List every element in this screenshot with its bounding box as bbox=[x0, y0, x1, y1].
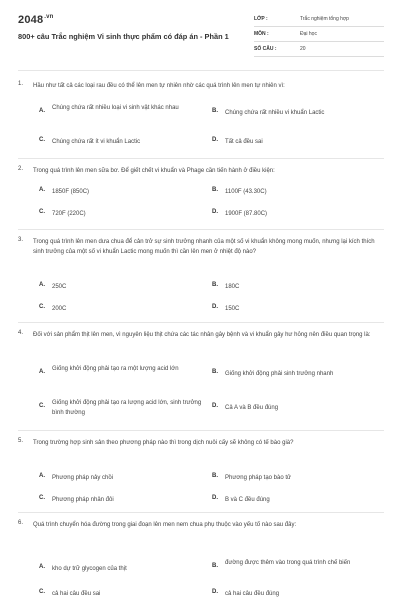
logo-suffix: .vn bbox=[44, 14, 54, 21]
meta-value: Trắc nghiệm tổng hợp bbox=[300, 16, 349, 22]
option-letter: B. bbox=[212, 369, 218, 375]
option-text: Giống khởi động phải sinh trưởng nhanh bbox=[225, 371, 334, 377]
option-letter: C. bbox=[39, 137, 45, 143]
option-letter: C. bbox=[39, 403, 45, 409]
option-letter: B. bbox=[212, 563, 218, 569]
option-text: cả hai câu đều đúng bbox=[225, 591, 280, 597]
option-d[interactable] bbox=[212, 403, 384, 415]
question-divider bbox=[18, 512, 384, 513]
option-letter: D. bbox=[212, 137, 218, 143]
option-a[interactable] bbox=[39, 364, 209, 386]
option-text: 1850F (850C) bbox=[52, 189, 90, 195]
question-text: Quá trình chuyển hóa đường trong giai đoạn lên men nem chua phụ thuộc vào yếu tố nào sau đây: bbox=[33, 522, 297, 528]
option-text: cả hai câu đều sai bbox=[52, 591, 101, 597]
option-text: kho dự trữ glycogen của thịt bbox=[52, 566, 127, 572]
option-d[interactable] bbox=[212, 589, 384, 600]
option-d[interactable] bbox=[212, 495, 384, 507]
option-text: 250C bbox=[52, 284, 67, 290]
option-text: Tất cả đều sai bbox=[225, 139, 263, 145]
logo-text: 2048 bbox=[18, 14, 44, 26]
option-a[interactable] bbox=[39, 282, 209, 294]
question-4 bbox=[18, 330, 384, 430]
option-letter: A. bbox=[39, 564, 45, 570]
question-number: 1. bbox=[18, 81, 24, 87]
question-3 bbox=[18, 237, 384, 319]
question-2 bbox=[18, 166, 384, 226]
option-letter: B. bbox=[212, 473, 218, 479]
question-5 bbox=[18, 438, 384, 510]
question-number: 5. bbox=[18, 438, 24, 444]
meta-row-subject bbox=[254, 27, 384, 42]
document-header bbox=[18, 12, 384, 64]
option-text: B và C đều đúng bbox=[225, 497, 270, 503]
site-logo[interactable] bbox=[18, 14, 54, 26]
option-c[interactable] bbox=[39, 304, 209, 316]
option-a[interactable] bbox=[39, 103, 209, 123]
meta-value: 20 bbox=[300, 46, 306, 52]
option-letter: A. bbox=[39, 282, 45, 288]
option-text: Phương pháp tạo bào tử bbox=[225, 475, 292, 481]
question-number: 4. bbox=[18, 330, 24, 336]
option-letter: B. bbox=[212, 108, 218, 114]
option-a[interactable] bbox=[39, 564, 209, 576]
option-c[interactable] bbox=[39, 398, 211, 420]
option-d[interactable] bbox=[212, 209, 384, 221]
meta-label: MÔN : bbox=[254, 31, 269, 37]
question-number: 6. bbox=[18, 520, 24, 526]
option-text: 180C bbox=[225, 284, 240, 290]
option-c[interactable] bbox=[39, 589, 209, 600]
option-b[interactable] bbox=[212, 282, 384, 294]
option-text: 1100F (43.30C) bbox=[225, 189, 267, 195]
option-text: 720F (220C) bbox=[52, 211, 86, 217]
option-text: 200C bbox=[52, 306, 67, 312]
question-divider bbox=[18, 229, 384, 230]
option-text: 1900F (87.80C) bbox=[225, 211, 268, 217]
option-a[interactable] bbox=[39, 187, 209, 199]
option-text: Chúng chứa rất nhiều loại vi sinh vật khác nhau bbox=[52, 105, 179, 111]
option-letter: D. bbox=[212, 495, 218, 501]
question-6 bbox=[18, 520, 384, 600]
option-text: Giống khởi động phải tạo ra một lượng acid lớn bbox=[52, 366, 179, 372]
meta-row-class bbox=[254, 12, 384, 27]
option-a[interactable] bbox=[39, 473, 209, 485]
meta-value: Đại học bbox=[300, 31, 317, 37]
option-letter: A. bbox=[39, 108, 45, 114]
meta-label: SỐ CÂU : bbox=[254, 46, 277, 52]
option-text: 150C bbox=[225, 306, 240, 312]
option-letter: B. bbox=[212, 187, 218, 193]
option-text: đường được thêm vào trong quá trình chế biến bbox=[225, 560, 351, 566]
option-text: Chúng chứa rất ít vi khuẩn Lactic bbox=[52, 139, 141, 145]
option-text: Phương pháp nảy chồi bbox=[52, 475, 113, 481]
option-c[interactable] bbox=[39, 137, 209, 149]
question-text: Đối với sản phẩm thịt lên men, vì nguyên liệu thịt chứa các tác nhân gây bệnh và vi khuẩn gây hư hỏng nên điều quan trọng là: bbox=[33, 332, 371, 338]
option-letter: D. bbox=[212, 209, 218, 215]
option-letter: B. bbox=[212, 282, 218, 288]
question-1 bbox=[18, 81, 384, 161]
option-b[interactable] bbox=[212, 473, 384, 485]
option-c[interactable] bbox=[39, 495, 209, 507]
option-text: Phương pháp nhân đôi bbox=[52, 497, 114, 503]
document-title: 800+ câu Trắc nghiệm Vi sinh thực phẩm có đáp án - Phần 1 bbox=[18, 32, 229, 41]
option-letter: D. bbox=[212, 403, 218, 409]
option-b[interactable] bbox=[212, 558, 384, 580]
meta-row-count bbox=[254, 42, 384, 57]
question-text: Trong quá trình lên men sữa bơ. Để giết chết vi khuẩn và Phage cần tiến hành ở điều kiện: bbox=[33, 168, 275, 174]
option-letter: D. bbox=[212, 304, 218, 310]
question-divider bbox=[18, 322, 384, 323]
option-letter: A. bbox=[39, 473, 45, 479]
option-text: Cả A và B đều đúng bbox=[225, 405, 279, 411]
question-number: 3. bbox=[18, 237, 24, 243]
option-text: Chúng chứa rất nhiều vi khuẩn Lactic bbox=[225, 110, 325, 116]
header-divider bbox=[18, 70, 384, 71]
question-text: Trong trường hợp sinh sản theo phương pháp nào thì trong dịch nuôi cấy sẽ không có tế bào già? bbox=[33, 440, 294, 446]
question-text: Trong quá trình lên men dưa chua để cản trở sự sinh trưởng nhanh của một số vi khuẩn không mong muốn, nhưng lại kích thích sinh trưởng của một số vi khuẩn Lactic mong muốn thì cần lên men ở nhiệt độ nào? bbox=[33, 239, 375, 255]
option-letter: C. bbox=[39, 495, 45, 501]
option-b[interactable] bbox=[212, 187, 384, 199]
question-divider bbox=[18, 430, 384, 431]
option-b[interactable] bbox=[212, 108, 384, 120]
meta-label: LỚP : bbox=[254, 16, 268, 22]
option-c[interactable] bbox=[39, 209, 209, 221]
option-letter: C. bbox=[39, 589, 45, 595]
question-divider bbox=[18, 158, 384, 159]
option-b[interactable] bbox=[212, 369, 384, 381]
meta-table bbox=[254, 12, 384, 57]
option-letter: C. bbox=[39, 304, 45, 310]
option-d[interactable] bbox=[212, 304, 384, 316]
option-letter: A. bbox=[39, 369, 45, 375]
option-letter: A. bbox=[39, 187, 45, 193]
option-text: Giống khởi động phải tạo ra lượng acid lớn, sinh trưởng bình thường bbox=[52, 400, 202, 416]
option-letter: C. bbox=[39, 209, 45, 215]
question-text: Hầu như tất cả các loại rau đều có thể lên men tự nhiên nhờ các quá trình lên men tự nhiên vì: bbox=[33, 83, 285, 89]
question-number: 2. bbox=[18, 166, 24, 172]
option-d[interactable] bbox=[212, 137, 384, 149]
option-letter: D. bbox=[212, 589, 218, 595]
